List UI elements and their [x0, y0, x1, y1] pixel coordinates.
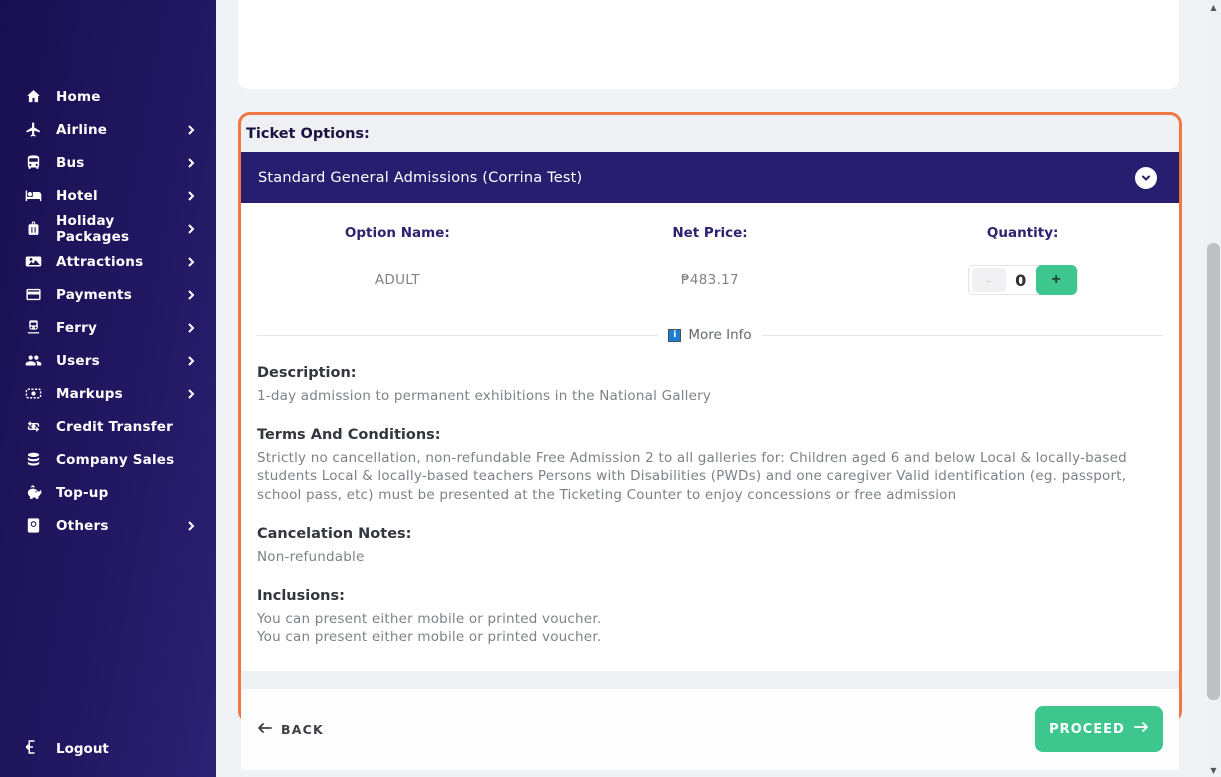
chevron-right-icon — [186, 356, 196, 366]
sidebar-item-label: Users — [56, 352, 100, 369]
chevron-right-icon — [186, 158, 196, 168]
option-table — [241, 225, 1179, 295]
company-sales-icon — [24, 451, 42, 469]
more-info-label: More Info — [688, 327, 752, 343]
sidebar-item-hotel[interactable] — [0, 179, 216, 212]
logout-icon — [24, 738, 42, 760]
others-icon — [24, 517, 42, 535]
sidebar-item-users[interactable] — [0, 344, 216, 377]
scroll-up-arrow-icon[interactable]: ▲ — [1210, 2, 1217, 12]
logout-button[interactable] — [24, 738, 109, 760]
ferry-icon — [24, 319, 42, 337]
column-header-option-name: Option Name: — [344, 225, 450, 241]
cancelation-notes-section — [241, 526, 1179, 566]
sidebar-item-airline[interactable] — [0, 113, 216, 146]
chevron-right-icon — [186, 521, 196, 531]
users-icon — [24, 352, 42, 370]
chevron-right-icon — [186, 191, 196, 201]
sidebar-item-label: Company Sales — [56, 451, 175, 468]
description-text: 1-day admission to permanent exhibitions in the National Gallery — [257, 388, 712, 404]
markups-icon — [24, 385, 42, 403]
sidebar-item-label: Attractions — [56, 253, 144, 270]
scrollbar-thumb[interactable] — [1207, 243, 1220, 700]
chevron-right-icon — [186, 125, 196, 135]
sidebar-item-top-up[interactable] — [0, 476, 216, 509]
inclusions-section — [241, 588, 1179, 646]
accordion-header[interactable] — [241, 152, 1179, 203]
inclusions-heading: Inclusions: — [257, 588, 345, 605]
payments-icon — [24, 286, 42, 304]
proceed-label: PROCEED — [1049, 721, 1125, 737]
back-label: BACK — [281, 721, 324, 737]
cancelation-notes-heading: Cancelation Notes: — [257, 525, 412, 542]
description-heading: Description: — [257, 365, 357, 381]
sidebar-item-label: Credit Transfer — [56, 418, 173, 435]
inclusions-line: You can present either mobile or printed voucher. — [257, 629, 602, 646]
more-info-link[interactable] — [668, 327, 751, 343]
terms-section — [241, 427, 1179, 504]
quantity-cell — [866, 265, 1179, 295]
accordion-title: Standard General Admissions (Corrina Test) — [258, 169, 583, 186]
chevron-right-icon — [186, 323, 196, 333]
terms-heading: Terms And Conditions: — [257, 427, 441, 444]
quantity-minus-button[interactable]: - — [972, 268, 1006, 292]
sidebar-item-label: Markups — [56, 385, 123, 402]
ticket-options-card — [238, 112, 1182, 737]
sidebar-item-markups[interactable] — [0, 377, 216, 410]
bus-icon — [24, 154, 42, 172]
attractions-icon — [24, 253, 42, 271]
quantity-value[interactable]: 0 — [1015, 270, 1027, 290]
quantity-plus-button[interactable]: + — [1036, 265, 1077, 295]
main-content — [216, 0, 1221, 777]
cancelation-notes-text: Non-refundable — [257, 548, 365, 565]
sidebar-item-label: Holiday Packages — [56, 212, 130, 245]
sidebar-item-label: Others — [56, 517, 109, 534]
sidebar-item-bus[interactable] — [0, 146, 216, 179]
sidebar-item-label: Top-up — [56, 484, 109, 501]
sidebar-item-payments[interactable] — [0, 278, 216, 311]
column-header-quantity: Quantity: — [986, 225, 1059, 241]
quantity-stepper — [968, 265, 1078, 295]
option-name-value: ADULT — [374, 272, 420, 288]
sidebar-item-label: Home — [56, 88, 101, 105]
logout-label: Logout — [56, 741, 109, 757]
proceed-button[interactable] — [1035, 706, 1163, 752]
airline-icon — [24, 121, 42, 139]
chevron-right-icon — [186, 257, 196, 267]
sidebar-item-ferry[interactable] — [0, 311, 216, 344]
sidebar-item-label: Payments — [56, 286, 132, 303]
sidebar-item-label: Hotel — [56, 187, 98, 204]
back-button[interactable] — [257, 722, 324, 737]
accordion-body — [241, 203, 1179, 671]
divider-line — [257, 335, 658, 336]
chevron-down-circle-icon[interactable] — [1135, 167, 1157, 189]
holiday-packages-icon — [24, 220, 42, 238]
scroll-down-arrow-icon[interactable]: ▼ — [1210, 765, 1217, 775]
arrow-left-icon — [257, 722, 272, 737]
column-header-net-price: Net Price: — [672, 225, 748, 241]
sidebar-item-label: Ferry — [56, 319, 97, 336]
ticket-options-title: Ticket Options: — [246, 126, 370, 142]
arrow-right-icon — [1134, 721, 1149, 737]
chevron-right-icon — [186, 389, 196, 399]
divider-line — [762, 335, 1163, 336]
home-icon — [24, 88, 42, 106]
sidebar-item-label: Airline — [56, 121, 108, 138]
chevron-right-icon — [186, 224, 196, 234]
info-icon: i — [668, 329, 681, 342]
top-up-icon — [24, 484, 42, 502]
sidebar — [0, 0, 216, 777]
sidebar-item-holiday-packages[interactable] — [0, 212, 216, 245]
sidebar-item-company-sales[interactable] — [0, 443, 216, 476]
credit-transfer-icon — [24, 418, 42, 436]
sidebar-item-home[interactable] — [0, 80, 216, 113]
hotel-icon — [24, 187, 42, 205]
vertical-scrollbar[interactable] — [1206, 0, 1221, 777]
terms-text: Strictly no cancellation, non-refundable Free Admission 2 to all galleries for: Children aged 6 and below Local & locally-based students Local & locally-based teachers Persons with Disabilities (PWDs) and one caregiver Valid identification (eg. passport, school pass, etc) must be presented at the Ticketing Counter to enjoy concessions or free admission — [257, 450, 1127, 503]
sidebar-item-others[interactable] — [0, 509, 216, 542]
more-info-row — [257, 327, 1163, 343]
sidebar-nav — [0, 80, 216, 542]
chevron-right-icon — [186, 290, 196, 300]
card-footer — [241, 689, 1179, 770]
description-section — [241, 365, 1179, 405]
previous-section-card — [238, 0, 1179, 89]
sidebar-item-credit-transfer[interactable] — [0, 410, 216, 443]
inclusions-line: You can present either mobile or printed voucher. — [257, 611, 602, 628]
sidebar-item-label: Bus — [56, 154, 85, 171]
sidebar-item-attractions[interactable] — [0, 245, 216, 278]
net-price-value: ₱483.17 — [681, 272, 739, 288]
